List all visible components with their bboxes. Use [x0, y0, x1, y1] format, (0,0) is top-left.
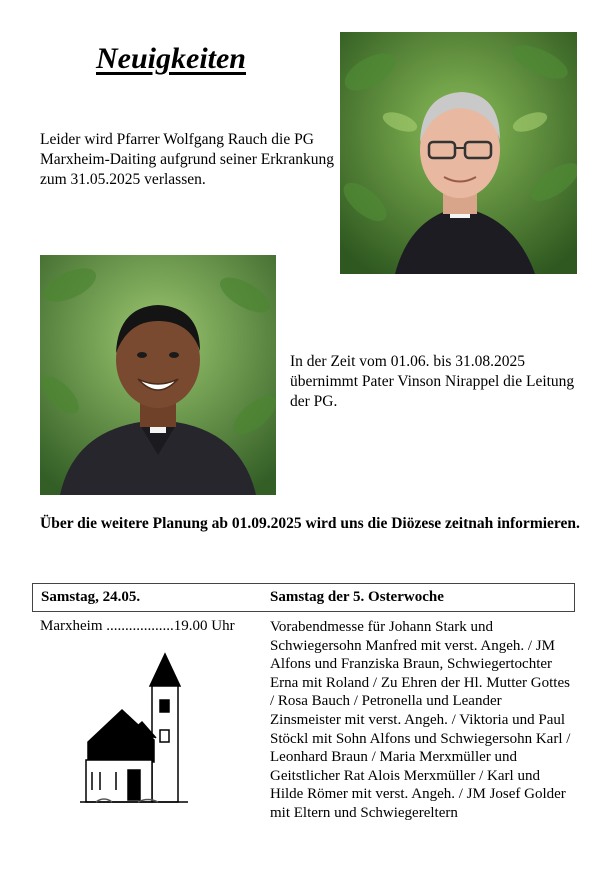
photo-priest-rauch: [340, 32, 577, 274]
schedule-week: Samstag der 5. Osterwoche: [270, 589, 444, 605]
planning-note: Über die weitere Planung ab 01.09.2025 wird uns die Diözese zeitnah informieren.: [40, 515, 580, 532]
photo-pater-vinson: [40, 255, 276, 495]
page-title: Neuigkeiten: [96, 42, 246, 75]
schedule-date: Samstag, 24.05.: [41, 589, 141, 605]
announcement-vinson: In der Zeit vom 01.06. bis 31.08.2025 übernimmt Pater Vinson Nirappel die Leitung der PG.: [290, 353, 575, 410]
mass-location-time: Marxheim ..................19.00 Uhr: [40, 618, 235, 634]
mass-intentions: Vorabendmesse für Johann Stark und Schwiegersohn Manfred mit verst. Angeh. / JM Alfons und Franziska Braun, Schwiegertochter Erna mit Roland / Zu Ehren der Hl. Mutter Gottes / Rosa Bauch / Petronella und Leander Zinsmeister mit verst. Angeh. / Viktoria und Paul Stöckl mit Sohn Alfons und Schwiegersohn Karl / Leonhard Braun / Maria Merxmüller und Geitstlicher Rat Alois Merxmüller / Karl und Hilde Römer mit verst. Angeh. / JM Josef Golder mit Eltern und Schwiegereltern: [270, 619, 571, 821]
announcement-rauch: Leider wird Pfarrer Wolfgang Rauch die PG Marxheim-Daiting aufgrund seiner Erkrankung zum 31.05.2025 verlassen.: [40, 131, 334, 188]
schedule-header: [32, 583, 575, 612]
church-icon: [78, 652, 190, 804]
